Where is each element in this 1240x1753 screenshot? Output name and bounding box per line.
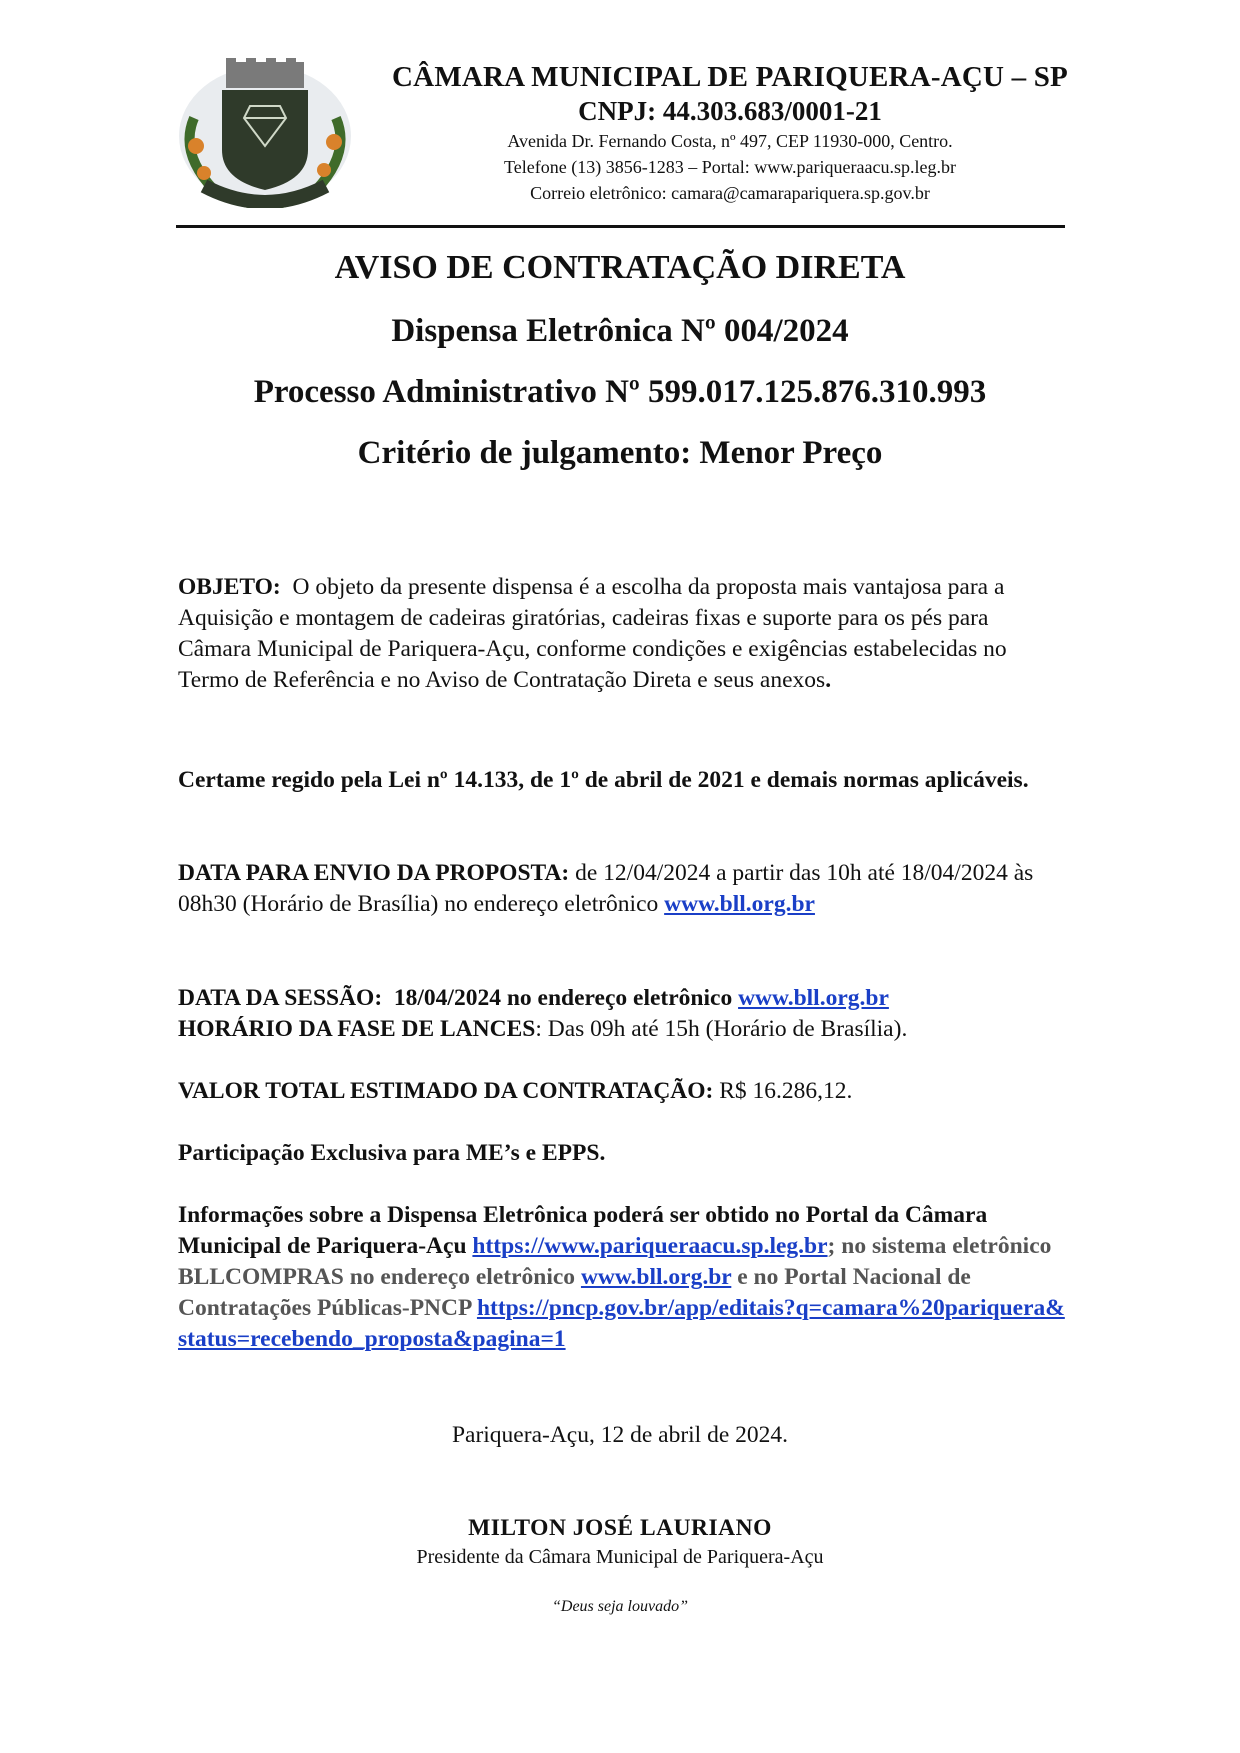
certame-paragraph: Certame regido pela Lei nº 14.133, de 1º de abril de 2021 e demais normas aplicáveis. xyxy=(178,767,1029,793)
envio-link[interactable]: www.bll.org.br xyxy=(664,891,815,917)
valor-label: VALOR TOTAL ESTIMADO DA CONTRATAÇÃO: xyxy=(178,1078,714,1104)
objeto-label: OBJETO: xyxy=(178,574,281,600)
valor-paragraph xyxy=(178,1076,1065,1107)
info-text-2: ; no sistema eletrônico BLLCOMPRAS no endereço eletrônico xyxy=(178,1233,1052,1290)
processo-number: Processo Administrativo Nº 599.017.125.876.310.993 xyxy=(253,374,987,410)
title-block xyxy=(150,248,1090,473)
informacoes-paragraph xyxy=(178,1200,1065,1355)
place-date: Pariquera-Açu, 12 de abril de 2024. xyxy=(451,1422,789,1448)
portal-camara-link[interactable]: https://www.pariqueraacu.sp.leg.br xyxy=(472,1233,828,1259)
pncp-link[interactable]: https://pncp.gov.br/app/editais?q=camara%20pariquera&status=recebendo_proposta&pagina=1 xyxy=(178,1295,1065,1352)
document-title: AVISO DE CONTRATAÇÃO DIRETA xyxy=(334,249,906,286)
signer-name: MILTON JOSÉ LAURIANO xyxy=(468,1515,772,1541)
sessao-link[interactable]: www.bll.org.br xyxy=(738,985,889,1011)
participacao-paragraph: Participação Exclusiva para ME’s e EPPS. xyxy=(178,1140,606,1166)
sessao-label: DATA DA SESSÃO: xyxy=(178,985,383,1011)
sessao-text: 18/04/2024 no endereço eletrônico xyxy=(393,985,733,1011)
coat-of-arms-logo xyxy=(174,58,356,208)
letterhead xyxy=(380,60,1080,206)
header-divider xyxy=(176,225,1065,228)
phone-portal: Telefone (13) 3856-1283 – Portal: www.pariqueraacu.sp.leg.br xyxy=(504,157,956,177)
info-text-3: e no Portal Nacional de Contratações Públicas-PNCP xyxy=(178,1264,971,1321)
address: Avenida Dr. Fernando Costa, nº 497, CEP 11930-000, Centro. xyxy=(507,131,953,151)
objeto-end: . xyxy=(825,667,832,693)
bll-link[interactable]: www.bll.org.br xyxy=(580,1264,732,1290)
envio-paragraph xyxy=(178,858,1065,920)
dispensa-number: Dispensa Eletrônica Nº 004/2024 xyxy=(391,313,849,349)
lances-label: HORÁRIO DA FASE DE LANCES xyxy=(178,1016,536,1042)
criterio-julgamento: Critério de julgamento: Menor Preço xyxy=(357,435,883,471)
motto: “Deus seja louvado” xyxy=(552,1598,688,1615)
info-text-1: Informações sobre a Dispensa Eletrônica poderá ser obtido no Portal da Câmara Municipal de Pariquera-Açu xyxy=(178,1202,988,1259)
objeto-paragraph xyxy=(178,572,1065,696)
envio-label: DATA PARA ENVIO DA PROPOSTA: xyxy=(178,860,570,886)
lances-text: : Das 09h até 15h (Horário de Brasília). xyxy=(535,1016,908,1042)
signer-role: Presidente da Câmara Municipal de Pariquera-Açu xyxy=(416,1546,824,1568)
objeto-text: O objeto da presente dispensa é a escolha da proposta mais vantajosa para a Aquisição e montagem de cadeiras giratórias, cadeiras fixas e suporte para os pés para Câmara Municipal de Pariquera-Açu, conforme condições e exigências estabelecidas no Termo de Referência e no Aviso de Contratação Direta e seus anexos xyxy=(178,574,1007,693)
email: Correio eletrônico: camara@camarapariquera.sp.gov.br xyxy=(530,183,930,203)
envio-text: de 12/04/2024 a partir das 10h até 18/04/2024 às 08h30 (Horário de Brasília) no endereço eletrônico xyxy=(178,860,1034,917)
cnpj: CNPJ: 44.303.683/0001-21 xyxy=(578,96,882,126)
institution-name: CÂMARA MUNICIPAL DE PARIQUERA-AÇU – SP xyxy=(392,61,1068,93)
valor-text: R$ 16.286,12. xyxy=(719,1078,853,1104)
sessao-paragraph xyxy=(178,983,1065,1045)
